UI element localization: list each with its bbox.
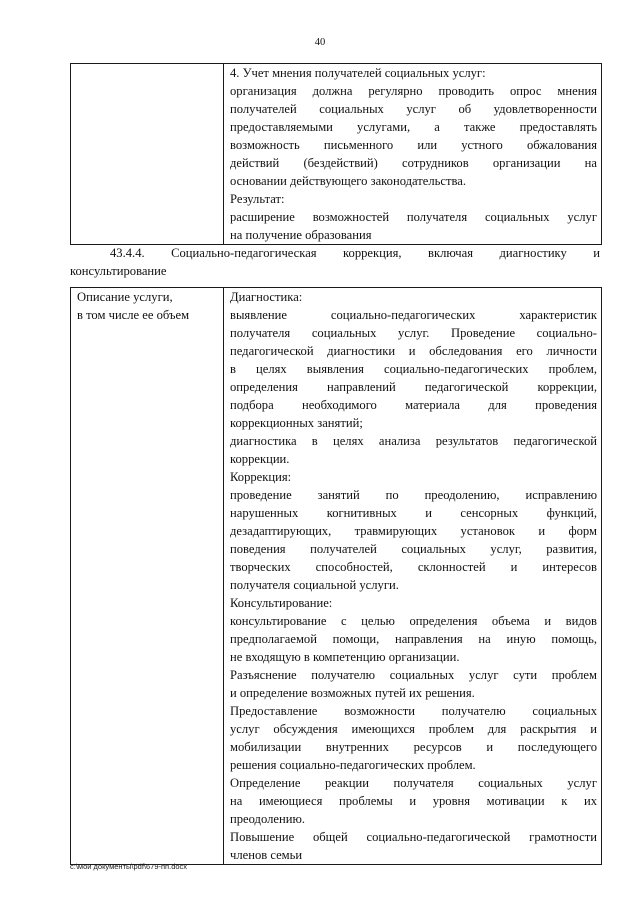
footer-file-path: c:\мои документы\pdf\679-пп.docx xyxy=(70,862,188,871)
text-line: членов семьи xyxy=(230,848,303,862)
text-line: определения направлений педагогической коррекции, xyxy=(230,380,597,394)
text-line: выявление социально-педагогических характеристик xyxy=(230,308,597,322)
empty-label-cell xyxy=(71,64,224,245)
text-line: Разъяснение получателю социальных услуг сути проблем xyxy=(230,668,597,682)
text-line: возможность письменного или устного обжалования xyxy=(230,138,597,152)
text-line: и определение возможных путей их решения. xyxy=(230,686,475,700)
text-line: дезадаптирующих, травмирующих установок и форм xyxy=(230,524,597,538)
text-line: услуг обсуждения имеющихся проблем для раскрытия и xyxy=(230,722,597,736)
text-line: в целях выявления социально-педагогических проблем, xyxy=(230,362,597,376)
text-line: действий (бездействий) сотрудников организации на xyxy=(230,156,597,170)
heading-line: консультирование xyxy=(70,264,167,278)
page-number: 40 xyxy=(314,37,326,48)
content-cell xyxy=(224,64,602,245)
content-cell xyxy=(224,288,602,865)
text-line: Результат: xyxy=(230,192,285,206)
text-line: Диагностика: xyxy=(230,290,303,304)
text-line: 4. Учет мнения получателей социальных услуг: xyxy=(230,66,486,80)
section-heading xyxy=(70,244,600,280)
text-line: коррекции. xyxy=(230,452,290,466)
text-line: проведение занятий по преодолению, исправлению xyxy=(230,488,597,502)
table-continuation xyxy=(70,63,602,245)
text-line: коррекционных занятий; xyxy=(230,416,363,430)
text-line: решения социально-педагогических проблем. xyxy=(230,758,476,772)
text-line: не входящую в компетенцию организации. xyxy=(230,650,460,664)
text-line: Коррекция: xyxy=(230,470,292,484)
label-line: Описание услуги, xyxy=(77,290,173,304)
text-line: основании действующего законодательства. xyxy=(230,174,467,188)
text-line: получателя социальных услуг. Проведение социально- xyxy=(230,326,597,340)
table-row xyxy=(71,288,602,865)
text-line: получателей социальных услуг об удовлетворенности xyxy=(230,102,597,116)
text-line: получателя социальной услуги. xyxy=(230,578,399,592)
text-line: поведения получателей социальных услуг, развития, xyxy=(230,542,597,556)
service-table xyxy=(70,287,602,865)
heading-line: 43.4.4. Социально-педагогическая коррекция, включая диагностику и xyxy=(110,246,600,260)
text-line: творческих способностей, склонностей и интересов xyxy=(230,560,597,574)
text-line: консультирование с целью определения объема и видов xyxy=(230,614,597,628)
table-row xyxy=(71,64,602,245)
text-line: Консультирование: xyxy=(230,596,333,610)
text-line: на имеющиеся проблемы и уровня мотивации к их xyxy=(230,794,597,808)
text-line: организация должна регулярно проводить опрос мнения xyxy=(230,84,597,98)
text-line: предполагаемой помощи, направления на иную помощь, xyxy=(230,632,597,646)
text-line: Повышение общей социально-педагогической грамотности xyxy=(230,830,597,844)
text-line: нарушенных когнитивных и сенсорных функций, xyxy=(230,506,597,520)
text-line: педагогической диагностики и обследования его личности xyxy=(230,344,597,358)
text-line: Определение реакции получателя социальных услуг xyxy=(230,776,597,790)
text-line: расширение возможностей получателя социальных услуг xyxy=(230,210,597,224)
label-cell xyxy=(71,288,224,865)
text-line: Предоставление возможности получателю социальных xyxy=(230,704,597,718)
text-line: подбора необходимого материала для проведения xyxy=(230,398,597,412)
text-line: диагностика в целях анализа результатов педагогической xyxy=(230,434,597,448)
text-line: мобилизации внутренних ресурсов и последующего xyxy=(230,740,597,754)
text-line: предоставляемыми услугами, а также предоставлять xyxy=(230,120,597,134)
text-line: преодолению. xyxy=(230,812,306,826)
text-line: на получение образования xyxy=(230,228,372,242)
label-line: в том числе ее объем xyxy=(77,308,190,322)
